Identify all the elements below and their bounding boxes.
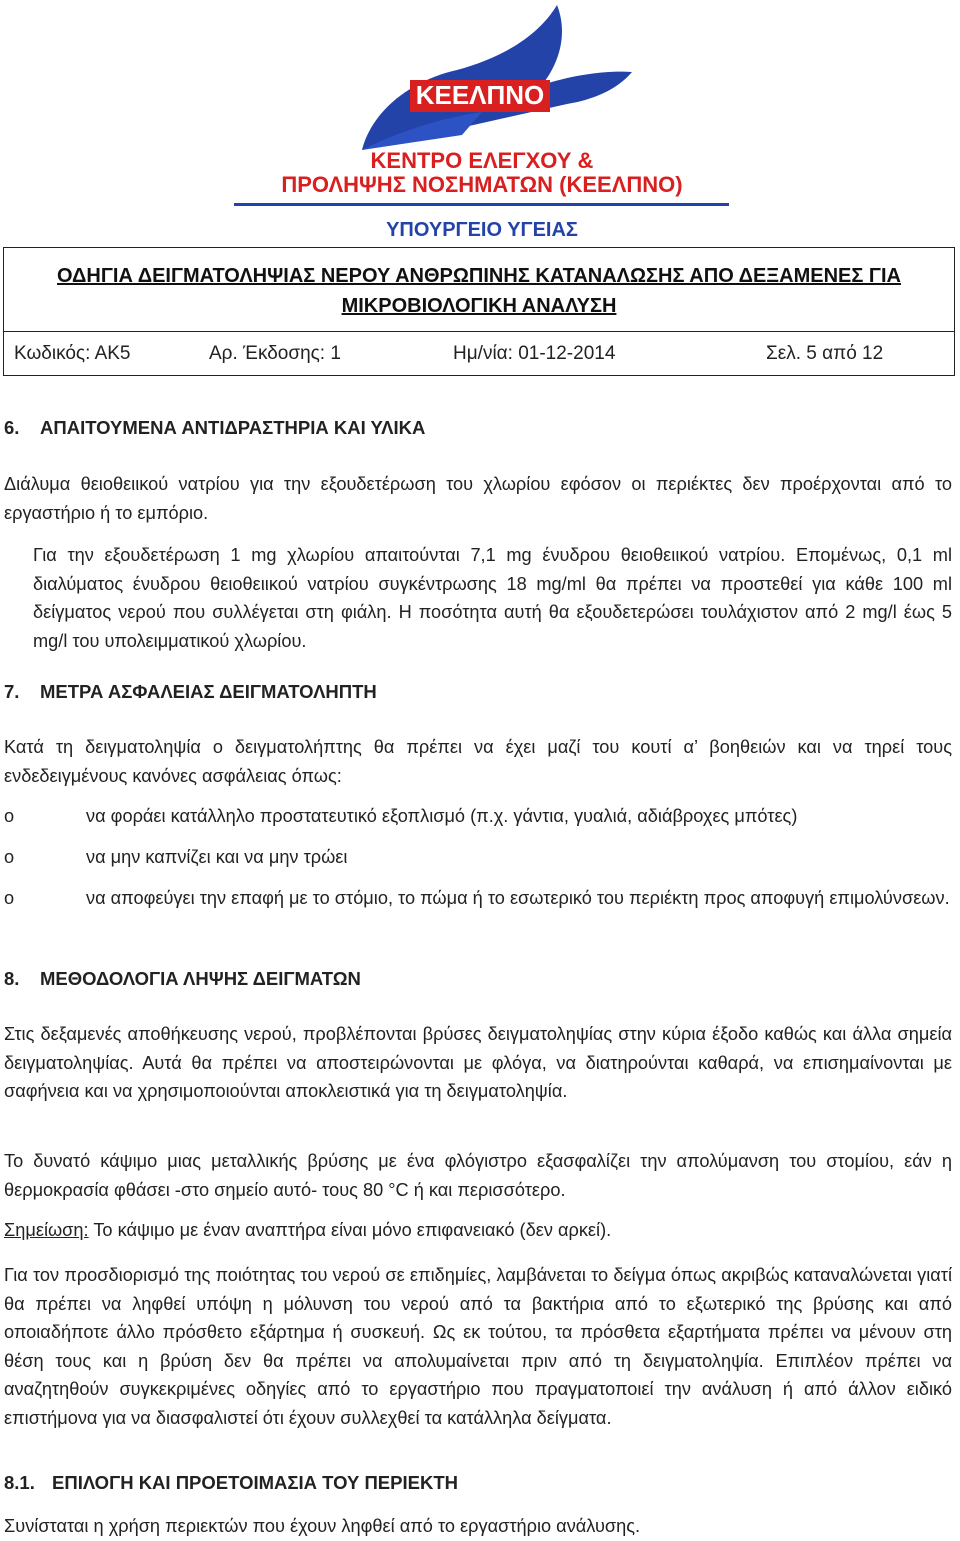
section-7-intro: Κατά τη δειγματοληψία ο δειγματολήπτης θα πρέπει να έχει μαζί του κουτί α’ βοηθειών και να τηρεί τους ενδεδειγμένους κανόνες ασφάλειας όπως: [4, 737, 952, 786]
bullet-marker: o [4, 806, 15, 826]
document-code: Κωδικός: ΑΚ5 [14, 343, 131, 364]
section-7-number: 7. [4, 681, 20, 702]
bullet-marker: o [4, 847, 15, 867]
document-meta-row [4, 332, 954, 376]
section-8-1-number: 8.1. [4, 1472, 35, 1493]
section-6-paragraph-1: Διάλυμα θειοθειικού νατρίου για την εξουδετέρωση του χλωρίου εφόσον οι περιέκτες δεν προέρχονται από το εργαστήριο ή το εμπόριο. [4, 474, 952, 523]
list-item-text: να αποφεύγει την επαφή με το στόμιο, το πώμα ή το εσωτερικό του περιέκτη προς αποφυγή επιμολύνσεων. [86, 888, 950, 908]
section-8-1-heading [4, 1472, 458, 1494]
document-header [3, 247, 955, 376]
document-title [4, 248, 954, 332]
document-date: Ημ/νία: 01-12-2014 [453, 343, 616, 364]
keelpno-logo [212, 0, 752, 242]
section-8-title: ΜΕΘΟΔΟΛΟΓΙΑ ΛΗΨΗΣ ΔΕΙΓΜΑΤΩΝ [40, 968, 361, 989]
list-item [4, 884, 952, 944]
section-8-heading [4, 968, 361, 990]
note-text: Το κάψιμο με έναν αναπτήρα είναι μόνο επιφανειακό (δεν αρκεί). [88, 1220, 612, 1240]
section-6-paragraph-2: Για την εξουδετέρωση 1 mg χλωρίου απαιτούνται 7,1 mg ένυδρου θειοθειικού νατρίου. Επομένως, 0,1 ml διαλύματος ένυδρου θειοθειικού νατρίου συγκέντρωσης 18 mg/ml θα πρέπει να προστεθεί για κάθε 100 ml δείγματος νερού που συλλέγεται στη φιάλη. Η ποσότητα αυτή θα εξουδετερώσει τουλάχιστον από 2 mg/l έως 5 mg/l του υπολειμματικού χλωρίου. [33, 545, 952, 651]
dove-logo-icon [212, 0, 752, 242]
document-title-line-2: ΜΙΚΡΟΒΙΟΛΟΓΙΚΗ ΑΝΑΛΥΣΗ [341, 295, 617, 317]
section-8-number: 8. [4, 968, 20, 989]
bullet-marker: o [4, 888, 15, 908]
document-edition: Αρ. Έκδοσης: 1 [209, 343, 341, 364]
list-item [4, 843, 952, 873]
section-7-title: ΜΕΤΡΑ ΑΣΦΑΛΕΙΑΣ ΔΕΙΓΜΑΤΟΛΗΠΤΗ [40, 681, 377, 702]
section-8-note [4, 1216, 952, 1245]
section-6-number: 6. [4, 417, 20, 438]
logo-line-1: ΚΕΝΤΡΟ ΕΛΕΓΧΟΥ & [370, 148, 594, 173]
list-item [4, 802, 952, 832]
section-7-heading [4, 681, 377, 703]
document-title-line-1: ΟΔΗΓΙΑ ΔΕΙΓΜΑΤΟΛΗΨΙΑΣ ΝΕΡΟΥ ΑΝΘΡΩΠΙΝΗΣ ΚΑΤΑΝΑΛΩΣΗΣ ΑΠΟ ΔΕΞΑΜΕΝΕΣ ΓΙΑ [57, 265, 901, 287]
list-item-text: να μην καπνίζει και να μην τρώει [86, 847, 348, 867]
section-8-1-paragraph-1: Συνίσταται η χρήση περιεκτών που έχουν ληφθεί από το εργαστήριο ανάλυσης. [4, 1516, 641, 1536]
logo-line-2: ΠΡΟΛΗΨΗΣ ΝΟΣΗΜΑΤΩΝ (ΚΕΕΛΠΝΟ) [281, 172, 683, 197]
section-8-1-title: ΕΠΙΛΟΓΗ ΚΑΙ ΠΡΟΕΤΟΙΜΑΣΙΑ ΤΟΥ ΠΕΡΙΕΚΤΗ [52, 1472, 458, 1493]
list-item-text: να φοράει κατάλληλο προστατευτικό εξοπλισμό (π.χ. γάντια, γυαλιά, αδιάβροχες μπότες) [86, 806, 798, 826]
section-8-paragraph-1: Στις δεξαμενές αποθήκευσης νερού, προβλέπονται βρύσες δειγματοληψίας στην κύρια έξοδο καθώς και άλλα σημεία δειγματοληψίας. Αυτά θα πρέπει να αποστειρώνονται με φλόγα, να διατηρούνται καθαρά, να επισημαίνονται με σαφήνεια και να χρησιμοποιούνται αποκλειστικά για τη δειγματοληψία. [4, 1024, 952, 1101]
document-page: Σελ. 5 από 12 [766, 343, 884, 364]
section-8-paragraph-2: Το δυνατό κάψιμο μιας μεταλλικής βρύσης με ένα φλόγιστρο εξασφαλίζει την απολύμανση του στομίου, εάν η θερμοκρασία φθάσει -στο σημείο αυτό- τους 80 °C ή και περισσότερο. [4, 1151, 952, 1200]
section-6-heading [4, 417, 425, 439]
logo-ministry: ΥΠΟΥΡΓΕΙΟ ΥΓΕΙΑΣ [386, 219, 578, 241]
section-8-paragraph-3: Για τον προσδιορισμό της ποιότητας του νερού σε επιδημίες, λαμβάνεται το δείγμα όπως ακριβώς καταναλώνεται γιατί θα πρέπει να ληφθεί υπόψη η μόλυνση του νερού από τα βακτήρια από το εξωτερικό της βρύσης και από οποιαδήποτε άλλο πρόσθετο εξάρτημα ή συσκευή. Ως εκ τούτου, τα πρόσθετα εξαρτήματα πρέπει να μένουν στη θέση τους και η βρύση δεν θα πρέπει να απολυμαίνεται πριν από τη δειγματοληψία. Επιπλέον πρέπει να αναζητηθούν συγκεκριμένες οδηγίες από το εργαστήριο που πραγματοποιεί την ανάλυση ή από άλλον ειδικό επιστήμονα για να διασφαλιστεί ότι έχουν συλλεχθεί τα κατάλληλα δείγματα. [4, 1265, 952, 1428]
section-6-title: ΑΠΑΙΤΟΥΜΕΝΑ ΑΝΤΙΔΡΑΣΤΗΡΙΑ ΚΑΙ ΥΛΙΚΑ [40, 417, 426, 438]
note-label: Σημείωση: [4, 1220, 89, 1240]
logo-short-name: ΚΕΕΛΠΝΟ [415, 80, 545, 110]
